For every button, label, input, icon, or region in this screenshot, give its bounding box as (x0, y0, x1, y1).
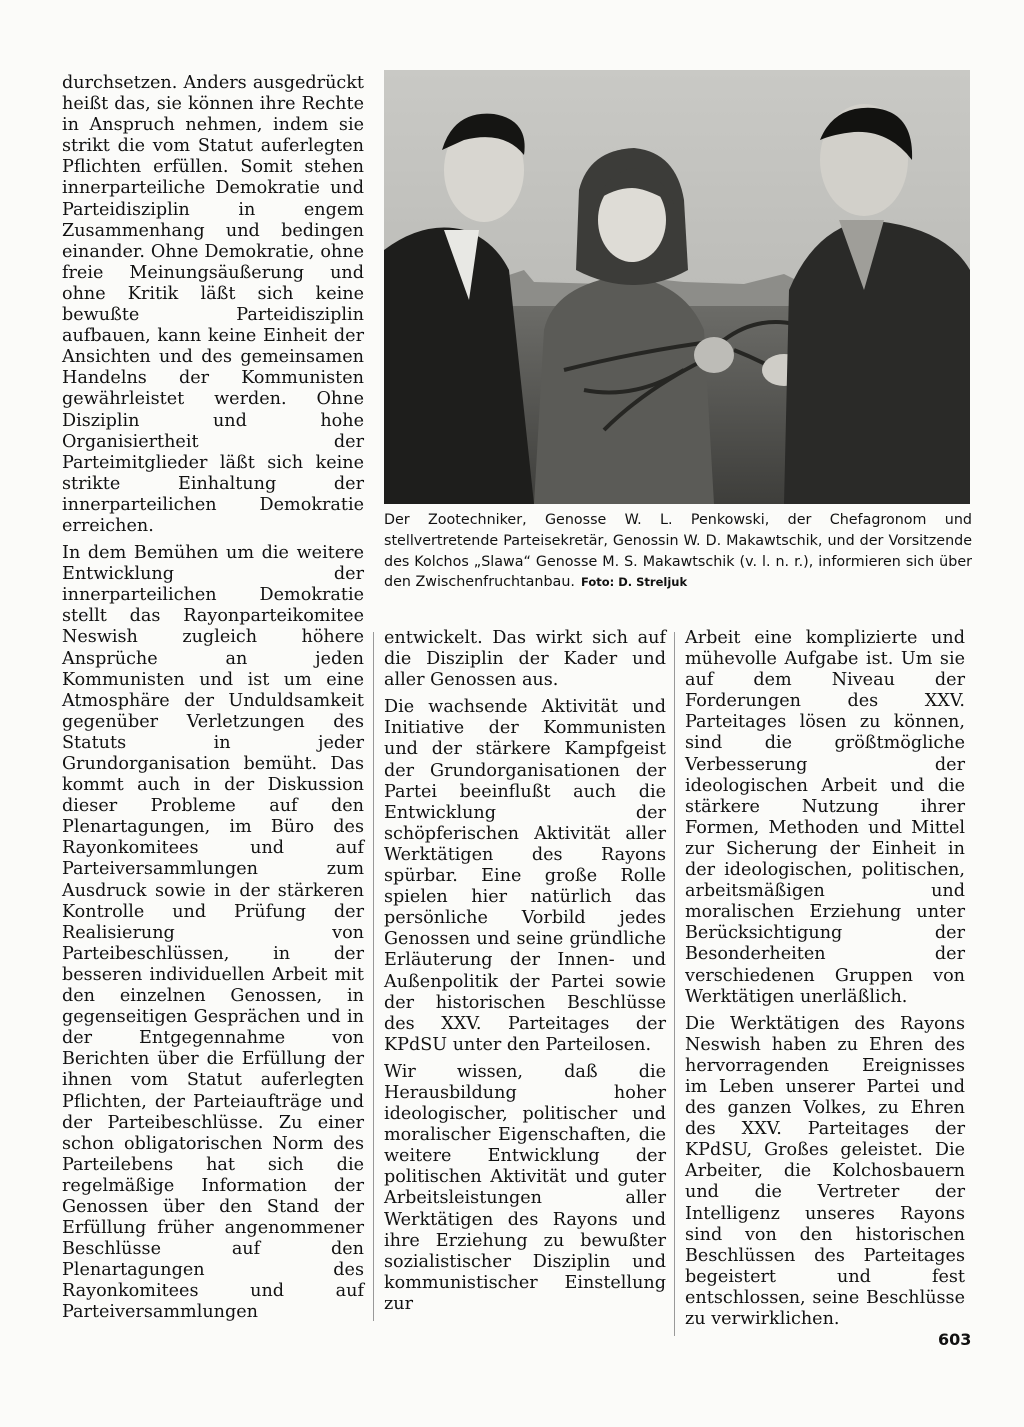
paragraph: In dem Bemühen um die weitere Entwicklung der innerparteilichen Demokratie stellt das Rayonparteikomitee Neswish zugleich höhere Ansprüche an jeden Kommunisten und ist um eine Atmosphäre der Unduldsamkeit gegenüber Verletzungen des Statuts in jeder Grundorganisation bemüht. Das kommt auch in der Diskussion dieser Probleme auf den Plenartagungen, im Büro des Rayonkomitees und auf Parteiversammlungen zum Ausdruck sowie in der stärkeren Kontrolle und Prüfung der Realisierung von Parteibeschlüssen, in der besseren individuellen Arbeit mit den einzelnen Genossen, in gegenseitigen Gesprächen und in der Entgegennahme von Berichten über die Erfüllung der ihnen vom Statut auferlegten Pflichten, der Parteiaufträge und der Parteibeschlüsse. Zu einer schon obligatorischen Norm des Parteilebens hat sich die regelmäßige Information der Genossen über den Stand der Erfüllung früher angenommener Beschlüsse auf den Plenartagungen des Rayonkomitees und auf Parteiversammlungen (62, 543, 364, 1323)
photo-credit: Foto: D. Streljuk (580, 575, 688, 590)
photo-caption (384, 510, 972, 593)
text-column-right (685, 628, 965, 1336)
paragraph: Arbeit eine komplizierte und mühevolle Aufgabe ist. Um sie auf dem Niveau der Forderungen des XXV. Parteitages lösen zu können, sind die größtmögliche Verbesserung der ideologischen Arbeit und die stärkere Nutzung ihrer Formen, Methoden und Mittel zur Sicherung der Einheit in der ideologischen, politischen, arbeitsmäßigen und moralischen Erziehung unter Berücksichtigung der Besonderheiten der verschiedenen Gruppen von Werktätigen unerläßlich. (685, 628, 965, 1007)
text-column-middle (384, 628, 666, 1321)
photo-three-people-in-field (384, 70, 970, 504)
paragraph: durchsetzen. Anders ausgedrückt heißt das, sie können ihre Rechte in Anspruch nehmen, indem sie strikt die vom Statut auferlegten Pflichten erfüllen. Somit stehen innerparteiliche Demokratie und Parteidisziplin in engem Zusammenhang und bedingen einander. Ohne Demokratie, ohne freie Meinungsäußerung und ohne Kritik läßt sich keine bewußte Parteidisziplin aufbauen, kann keine Einheit der Ansichten und des gemeinsamen Handelns der Kommunisten gewährleistet werden. Ohne Disziplin und hohe Organisiertheit der Parteimitglieder läßt sich keine strikte Einhaltung der innerparteilichen Demokratie erreichen. (62, 73, 364, 536)
paragraph: Die Werktätigen des Rayons Neswish haben zu Ehren des hervorragenden Ereignisses im Leben unserer Partei und des ganzen Volkes, zu Ehren des XXV. Parteitages der KPdSU, Großes geleistet. Die Arbeiter, die Kolchosbauern und die Vertreter der Intelligenz unseres Rayons sind von den historischen Beschlüssen des Parteitages begeistert und fest entschlossen, seine Beschlüsse zu verwirklichen. (685, 1013, 965, 1329)
paragraph: Wir wissen, daß die Herausbildung hoher ideologischer, politischer und moralischer Eigenschaften, die weitere Entwicklung der politischen Aktivität und guter Arbeitsleistungen aller Werktätigen des Rayons und ihre Erziehung zu bewußter sozialistischer Disziplin und kommunistischer Einstellung zur (384, 1061, 666, 1314)
paragraph: Die wachsende Aktivität und Initiative der Kommunisten und der stärkere Kampfgeist der Grundorganisationen der Partei beeinflußt auch die Entwicklung der schöpferischen Aktivität aller Werktätigen des Rayons spürbar. Eine große Rolle spielen hier natürlich das persönliche Vorbild jedes Genossen und seine gründliche Erläuterung der Innen- und Außenpolitik der Partei sowie der historischen Beschlüsse des XXV. Parteitages der KPdSU unter den Parteilosen. (384, 697, 666, 1055)
text-column-left (62, 73, 364, 1330)
field-photo-illustration (384, 70, 970, 504)
caption-text: Der Zootechniker, Genosse W. L. Penkowski, der Chefagronom und stellvertretende Parteisekretär, Genossin W. D. Makawtschik, und der Vorsitzende des Kolchos „Slawa“ Genosse M. S. Makawtschik (v. l. n. r.), informieren sich über den Zwischenfruchtanbau. (384, 512, 972, 591)
page-number: 603 (938, 1330, 972, 1349)
paragraph: entwickelt. Das wirkt sich auf die Disziplin der Kader und aller Genossen aus. (384, 628, 666, 691)
